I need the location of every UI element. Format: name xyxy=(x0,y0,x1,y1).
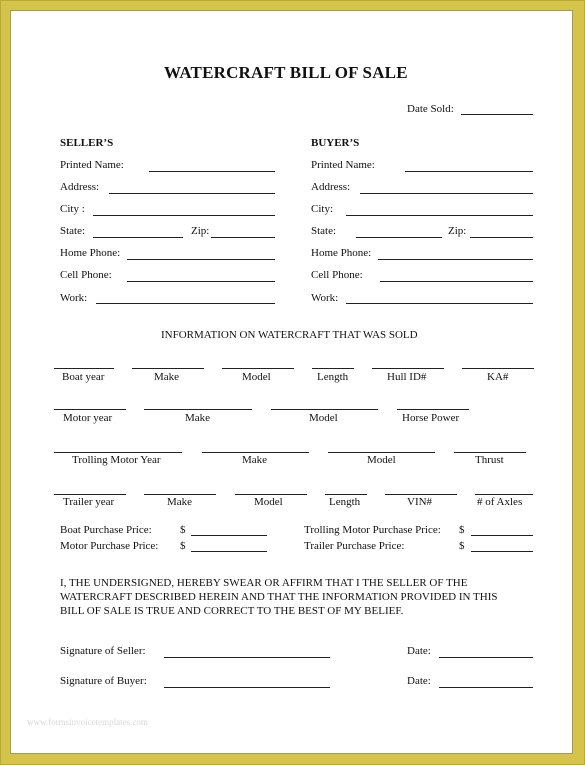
boat-hull-id-field[interactable] xyxy=(372,368,444,369)
statement-line-3: BILL OF SALE IS TRUE AND CORRECT TO THE BEST OF MY BELIEF. xyxy=(60,605,404,617)
seller-signature-field[interactable] xyxy=(164,657,330,658)
buyer-signature-label: Signature of Buyer: xyxy=(60,675,147,687)
trolling-thrust-field[interactable] xyxy=(454,452,526,453)
boat-make-field[interactable] xyxy=(132,368,204,369)
motor-horse-power-label: Horse Power xyxy=(402,412,460,424)
sworn-statement xyxy=(60,576,497,618)
buyer-address-label: Address: xyxy=(311,181,351,193)
trolling-price-field[interactable] xyxy=(471,535,533,536)
trolling-price-label: Trolling Motor Purchase Price: xyxy=(304,524,441,536)
trailer-axles-field[interactable] xyxy=(475,494,533,495)
seller-header: SELLER’S xyxy=(60,137,114,149)
motor-price-label: Motor Purchase Price: xyxy=(60,540,159,552)
trailer-axles-label: # of Axles xyxy=(477,496,523,508)
document-page xyxy=(10,10,573,754)
trolling-model-field[interactable] xyxy=(328,452,435,453)
trailer-length-field[interactable] xyxy=(325,494,367,495)
buyer-zip-field[interactable] xyxy=(470,237,533,238)
boat-price-currency: $ xyxy=(180,524,186,536)
motor-horse-power-field[interactable] xyxy=(397,409,469,410)
statement-line-1: I, THE UNDERSIGNED, HEREBY SWEAR OR AFFIRM THAT I THE SELLER OF THE xyxy=(60,577,468,589)
seller-cell-phone-label: Cell Phone: xyxy=(60,269,112,281)
boat-length-label: Length xyxy=(317,371,349,383)
trolling-make-field[interactable] xyxy=(202,452,309,453)
motor-model-field[interactable] xyxy=(271,409,378,410)
boat-ka-label: KA# xyxy=(487,371,509,383)
trailer-year-field[interactable] xyxy=(54,494,126,495)
boat-model-field[interactable] xyxy=(222,368,294,369)
buyer-state-field[interactable] xyxy=(356,237,442,238)
trailer-vin-field[interactable] xyxy=(385,494,457,495)
motor-year-label: Motor year xyxy=(63,412,113,424)
info-heading: INFORMATION ON WATERCRAFT THAT WAS SOLD xyxy=(161,329,418,341)
trolling-thrust-label: Thrust xyxy=(475,454,504,466)
boat-ka-field[interactable] xyxy=(462,368,534,369)
buyer-state-label: State: xyxy=(311,225,337,237)
motor-price-field[interactable] xyxy=(191,551,267,552)
seller-state-label: State: xyxy=(60,225,86,237)
boat-model-label: Model xyxy=(242,371,271,383)
buyer-work-field[interactable] xyxy=(346,303,533,304)
seller-city-label: City : xyxy=(60,203,85,215)
seller-zip-field[interactable] xyxy=(211,237,275,238)
seller-state-field[interactable] xyxy=(93,237,183,238)
page-title: WATERCRAFT BILL OF SALE xyxy=(164,63,408,82)
statement-line-2: WATERCRAFT DESCRIBED HEREIN AND THAT THE INFORMATION PROVIDED IN THIS xyxy=(60,591,498,603)
seller-cell-phone-field[interactable] xyxy=(127,281,275,282)
date-sold-label: Date Sold: xyxy=(407,103,454,115)
buyer-home-phone-label: Home Phone: xyxy=(311,247,372,259)
motor-model-label: Model xyxy=(309,412,338,424)
trailer-vin-label: VIN# xyxy=(407,496,433,508)
trolling-model-label: Model xyxy=(367,454,396,466)
boat-price-label: Boat Purchase Price: xyxy=(60,524,152,536)
watermark: www.formsinvoicetemplates.com xyxy=(27,717,148,727)
motor-make-field[interactable] xyxy=(144,409,252,410)
trailer-length-label: Length xyxy=(329,496,361,508)
boat-make-label: Make xyxy=(154,371,180,383)
trailer-price-field[interactable] xyxy=(471,551,533,552)
seller-zip-label: Zip: xyxy=(191,225,210,237)
seller-city-field[interactable] xyxy=(93,215,275,216)
trailer-model-label: Model xyxy=(254,496,283,508)
trailer-year-label: Trailer year xyxy=(63,496,115,508)
trolling-make-label: Make xyxy=(242,454,268,466)
buyer-zip-label: Zip: xyxy=(448,225,467,237)
motor-make-label: Make xyxy=(185,412,211,424)
trailer-make-field[interactable] xyxy=(144,494,216,495)
buyer-date-field[interactable] xyxy=(439,687,533,688)
buyer-cell-phone-label: Cell Phone: xyxy=(311,269,363,281)
boat-year-label: Boat year xyxy=(62,371,105,383)
buyer-work-label: Work: xyxy=(311,292,339,304)
buyer-date-label: Date: xyxy=(407,675,431,687)
seller-signature-label: Signature of Seller: xyxy=(60,645,146,657)
boat-year-field[interactable] xyxy=(54,368,114,369)
seller-address-field[interactable] xyxy=(109,193,275,194)
trolling-year-label: Trolling Motor Year xyxy=(72,454,161,466)
buyer-printed-name-field[interactable] xyxy=(405,171,533,172)
buyer-header: BUYER’S xyxy=(311,137,360,149)
trolling-year-field[interactable] xyxy=(54,452,182,453)
date-sold-field[interactable] xyxy=(461,114,533,115)
seller-home-phone-label: Home Phone: xyxy=(60,247,121,259)
trailer-price-currency: $ xyxy=(459,540,465,552)
motor-price-currency: $ xyxy=(180,540,186,552)
boat-price-field[interactable] xyxy=(191,535,267,536)
trailer-price-label: Trailer Purchase Price: xyxy=(304,540,405,552)
seller-home-phone-field[interactable] xyxy=(127,259,275,260)
buyer-cell-phone-field[interactable] xyxy=(380,281,533,282)
buyer-signature-field[interactable] xyxy=(164,687,330,688)
buyer-city-field[interactable] xyxy=(346,215,533,216)
boat-length-field[interactable] xyxy=(312,368,354,369)
seller-date-field[interactable] xyxy=(439,657,533,658)
buyer-printed-name-label: Printed Name: xyxy=(311,159,375,171)
seller-work-field[interactable] xyxy=(96,303,275,304)
seller-date-label: Date: xyxy=(407,645,431,657)
buyer-city-label: City: xyxy=(311,203,334,215)
boat-hull-id-label: Hull ID# xyxy=(387,371,427,383)
buyer-home-phone-field[interactable] xyxy=(378,259,533,260)
seller-address-label: Address: xyxy=(60,181,100,193)
seller-printed-name-field[interactable] xyxy=(149,171,275,172)
seller-printed-name-label: Printed Name: xyxy=(60,159,124,171)
trailer-make-label: Make xyxy=(167,496,193,508)
seller-work-label: Work: xyxy=(60,292,88,304)
trolling-price-currency: $ xyxy=(459,524,465,536)
motor-year-field[interactable] xyxy=(54,409,126,410)
trailer-model-field[interactable] xyxy=(235,494,307,495)
buyer-address-field[interactable] xyxy=(360,193,533,194)
